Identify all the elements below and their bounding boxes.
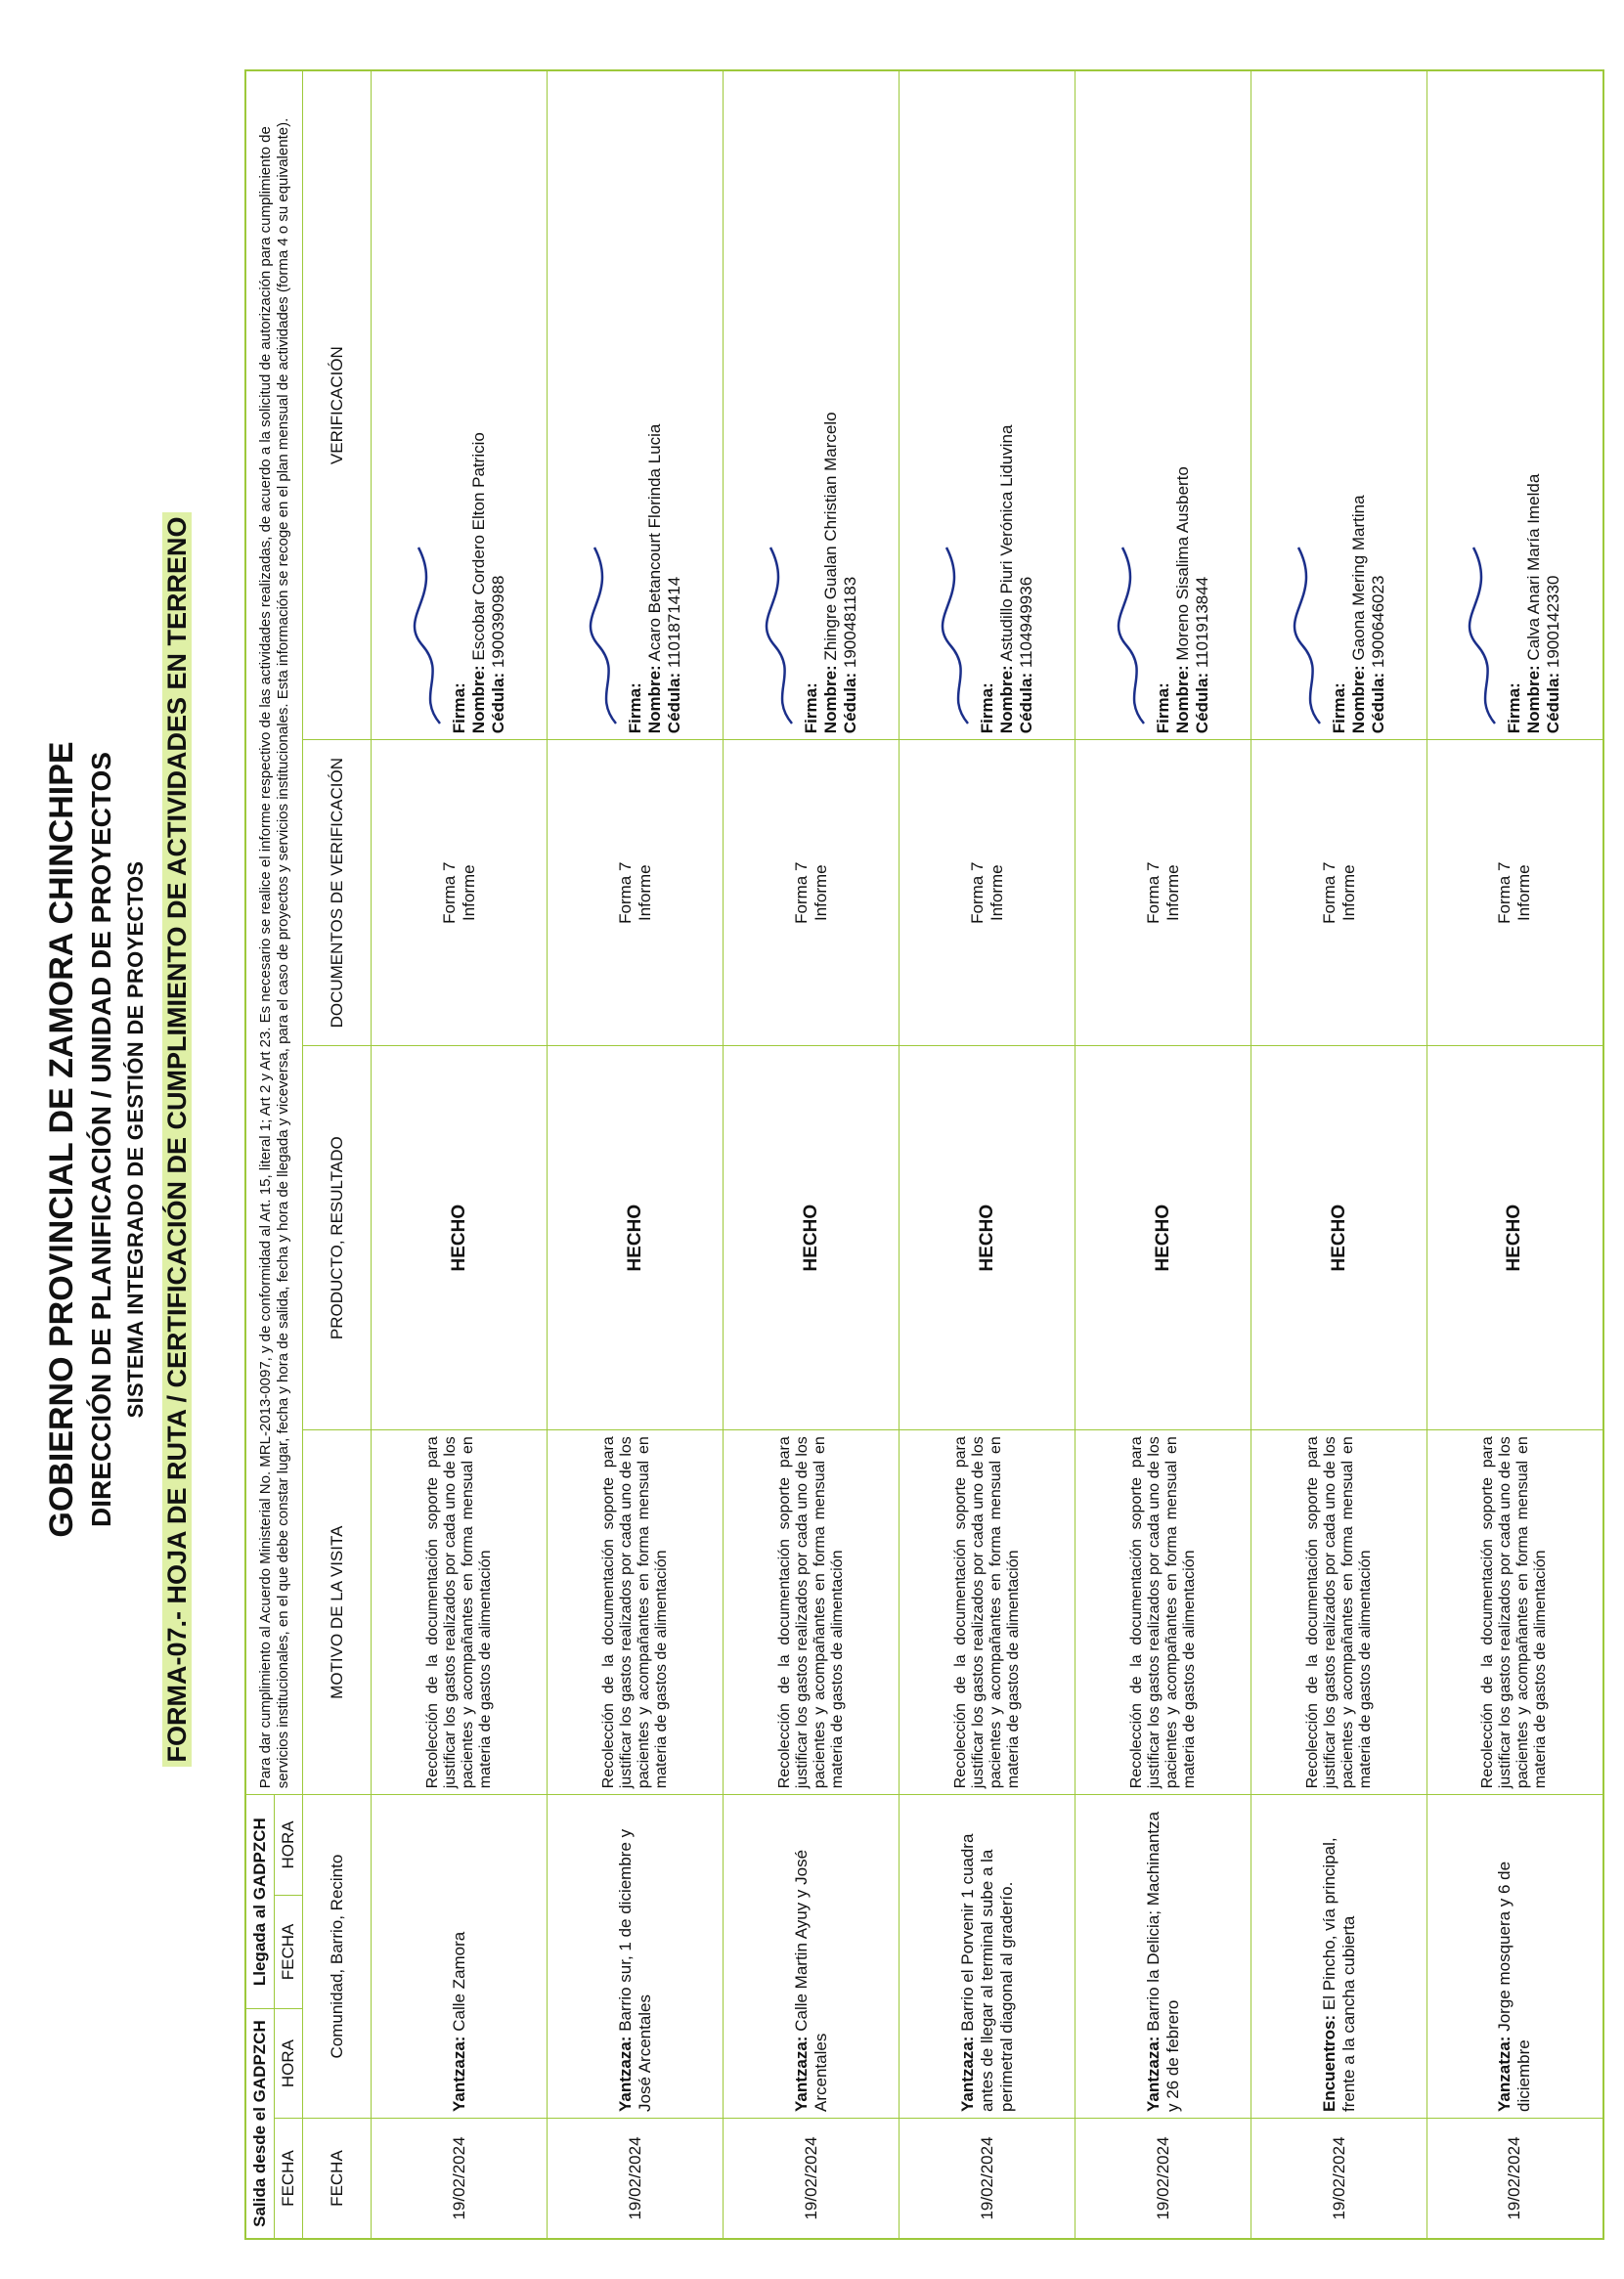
row-producto: HECHO <box>724 1046 900 1430</box>
row-documentos: Forma 7 Informe <box>1427 740 1603 1046</box>
system-title: SISTEMA INTEGRADO DE GESTIÓN DE PROYECTOS <box>123 860 148 1419</box>
col-verificacion: VERIFICACIÓN <box>303 70 372 740</box>
row-verificacion: Firma: Nombre: Astudillo Piuri Verónica Liduvina Cédula: 1104949936 <box>900 70 1075 740</box>
org-title: GOBIERNO PROVINCIAL DE ZAMORA CHINCHIPE <box>43 741 80 1538</box>
table-row <box>900 70 1075 2239</box>
row-fecha: 19/02/2024 <box>1427 2119 1603 2240</box>
row-fecha: 19/02/2024 <box>1251 2119 1427 2240</box>
legal-note: Para dar cumplimiento al Acuerdo Ministerial No. MRL-2013-0097, y de conformidad al Art. 15, literal 1; Art 2 y Art 23. Es necesario se realice el informe respectivo de las actividades realizadas, de acuerdo a la solicitud de autorización para cumplimiento de servicios institucionales, en el que debe constar lugar, fecha y hora de salida, fecha y hora de llegada y viceversa, para el caso de proyectos y servicios institucionales. Esta información se recoge en el plan mensual de actividades (forma 4 o su equivalente). <box>245 70 303 1795</box>
row-documentos: Forma 7 Informe <box>900 740 1075 1046</box>
signature-mark <box>1115 538 1154 733</box>
department-title: DIRECCIÓN DE PLANIFICACIÓN / UNIDAD DE PROYECTOS <box>86 752 116 1527</box>
llegada-hora: HORA <box>275 1795 303 1895</box>
row-documentos: Forma 7 Informe <box>1251 740 1427 1046</box>
route-sheet-table <box>244 69 1604 2240</box>
signature-mark <box>1466 538 1505 733</box>
row-verificacion: Firma: Nombre: Escobar Cordero Elton Patricio Cédula: 1900390988 <box>372 70 548 740</box>
row-fecha: 19/02/2024 <box>900 2119 1075 2240</box>
row-fecha: 19/02/2024 <box>724 2119 900 2240</box>
row-verificacion: Firma: Nombre: Moreno Sisalima Ausberto Cédula: 1101913844 <box>1075 70 1251 740</box>
row-motivo: Recolección de la documentación soporte para justificar los gastos realizados por cada uno de los pacientes y acompañantes en forma mensual en materia de gastos de alimentación <box>900 1430 1075 1795</box>
signature-mark <box>763 538 802 733</box>
row-motivo: Recolección de la documentación soporte para justificar los gastos realizados por cada uno de los pacientes y acompañantes en forma mensual en materia de gastos de alimentación <box>1251 1430 1427 1795</box>
row-documentos: Forma 7 Informe <box>548 740 724 1046</box>
row-motivo: Recolección de la documentación soporte para justificar los gastos realizados por cada uno de los pacientes y acompañantes en forma mensual en materia de gastos de alimentación <box>372 1430 548 1795</box>
table-row <box>1251 70 1427 2239</box>
col-motivo: MOTIVO DE LA VISITA <box>303 1430 372 1795</box>
row-verificacion: Firma: Nombre: Zhingre Gualan Christian Marcelo Cédula: 1900481183 <box>724 70 900 740</box>
form-title: FORMA-07.- HOJA DE RUTA / CERTIFICACIÓN DE CUMPLIMIENTO DE ACTIVIDADES EN TERRENO <box>162 0 193 2279</box>
salida-header: Salida desde el GADPZCH <box>245 2009 275 2239</box>
row-producto: HECHO <box>548 1046 724 1430</box>
row-verificacion: Firma: Nombre: Gaona Mering Martina Cédula: 1900646023 <box>1251 70 1427 740</box>
row-motivo: Recolección de la documentación soporte para justificar los gastos realizados por cada uno de los pacientes y acompañantes en forma mensual en materia de gastos de alimentación <box>1075 1430 1251 1795</box>
signature-mark <box>939 538 978 733</box>
signature-mark <box>1291 538 1330 733</box>
col-producto: PRODUCTO, RESULTADO <box>303 1046 372 1430</box>
row-verificacion: Firma: Nombre: Calva Anari María Imelda Cédula: 1900142330 <box>1427 70 1603 740</box>
signature-mark <box>587 538 626 733</box>
salida-fecha: FECHA <box>275 2119 303 2240</box>
row-lugar: Yantzaza: Barrio el Porvenir 1 cuadra antes de llegar al terminal sube a la perimetral diagonal al graderío. <box>900 1795 1075 2119</box>
row-producto: HECHO <box>372 1046 548 1430</box>
salida-hora: HORA <box>275 2009 303 2119</box>
row-documentos: Forma 7 Informe <box>1075 740 1251 1046</box>
table-row <box>1427 70 1603 2239</box>
row-motivo: Recolección de la documentación soporte para justificar los gastos realizados por cada uno de los pacientes y acompañantes en forma mensual en materia de gastos de alimentación <box>1427 1430 1603 1795</box>
row-fecha: 19/02/2024 <box>1075 2119 1251 2240</box>
row-lugar: Yantzaza: Calle Zamora <box>372 1795 548 2119</box>
signature-mark <box>411 538 450 733</box>
row-lugar: Yantzaza: Calle Martin Ayuy y José Arcentales <box>724 1795 900 2119</box>
llegada-fecha: FECHA <box>275 1895 303 2008</box>
row-lugar: Yantzaza: Barrio la Delicia; Machinantza y 26 de febrero <box>1075 1795 1251 2119</box>
col-documentos: DOCUMENTOS DE VERIFICACIÓN <box>303 740 372 1046</box>
row-verificacion: Firma: Nombre: Acaro Betancourt Florinda Lucia Cédula: 1101871414 <box>548 70 724 740</box>
row-producto: HECHO <box>1427 1046 1603 1430</box>
col-fecha: FECHA <box>303 2119 372 2240</box>
row-motivo: Recolección de la documentación soporte para justificar los gastos realizados por cada uno de los pacientes y acompañantes en forma mensual en materia de gastos de alimentación <box>724 1430 900 1795</box>
table-row <box>548 70 724 2239</box>
table-row <box>1075 70 1251 2239</box>
row-fecha: 19/02/2024 <box>372 2119 548 2240</box>
row-documentos: Forma 7 Informe <box>372 740 548 1046</box>
table-row <box>372 70 548 2239</box>
row-documentos: Forma 7 Informe <box>724 740 900 1046</box>
row-producto: HECHO <box>900 1046 1075 1430</box>
row-fecha: 19/02/2024 <box>548 2119 724 2240</box>
row-lugar: Yantzaza: Barrio sur, 1 de diciembre y José Arcentales <box>548 1795 724 2119</box>
table-row <box>724 70 900 2239</box>
col-comunidad: Comunidad, Barrio, Recinto <box>303 1795 372 2119</box>
row-producto: HECHO <box>1251 1046 1427 1430</box>
row-producto: HECHO <box>1075 1046 1251 1430</box>
row-lugar: Encuentros: El Pincho, vía principal, frente a la cancha cubierta <box>1251 1795 1427 2119</box>
row-motivo: Recolección de la documentación soporte para justificar los gastos realizados por cada uno de los pacientes y acompañantes en forma mensual en materia de gastos de alimentación <box>548 1430 724 1795</box>
llegada-header: Llegada al GADPZCH <box>245 1795 275 2009</box>
row-lugar: Yanzatza: Jorge mosquera y 6 de diciembre <box>1427 1795 1603 2119</box>
